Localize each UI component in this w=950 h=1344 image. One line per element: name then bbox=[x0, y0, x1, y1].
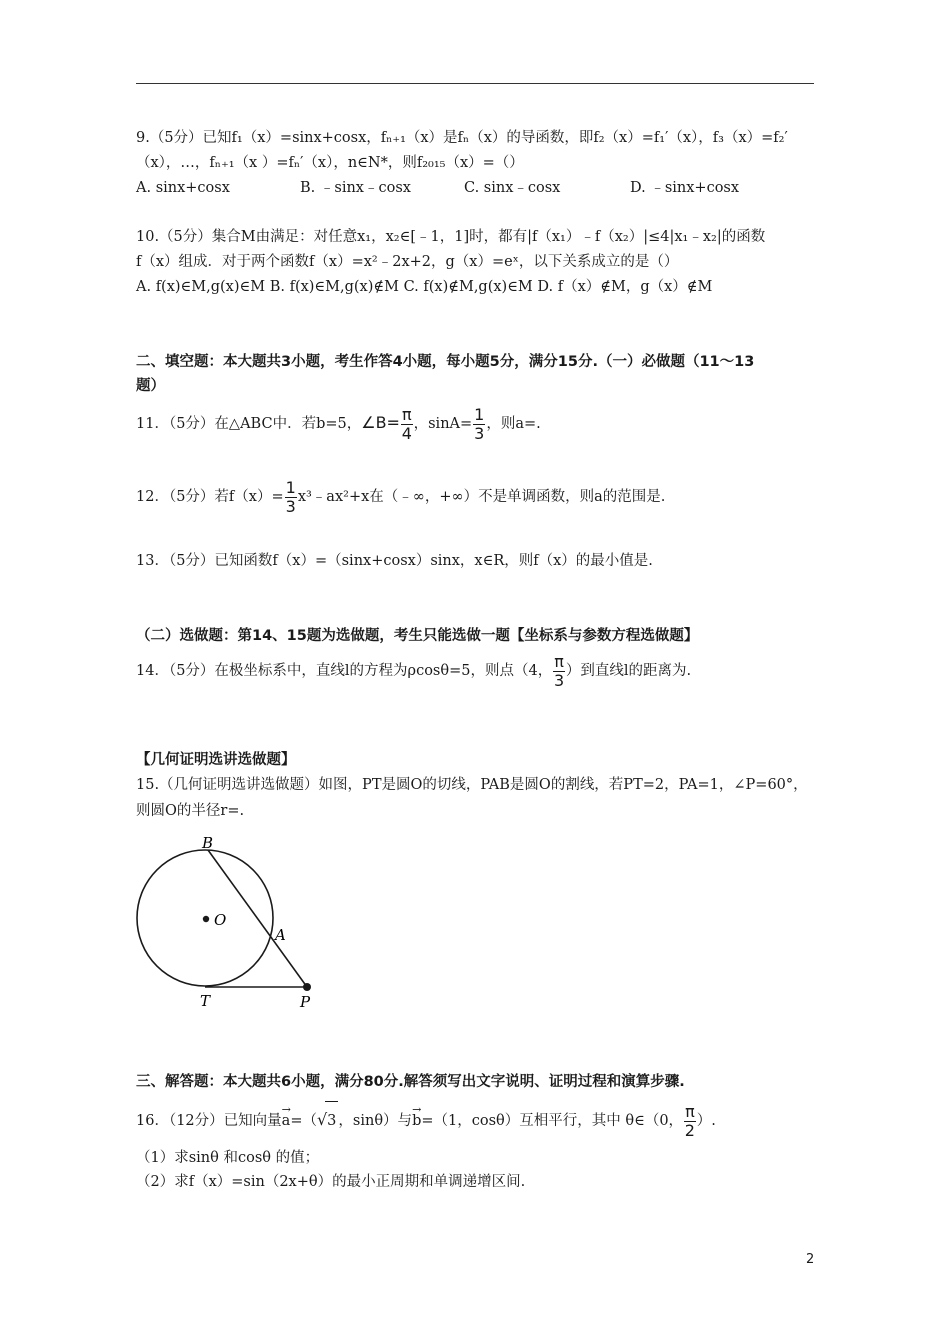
q16-suffix: ）. bbox=[696, 1113, 716, 1129]
header-rule bbox=[136, 83, 814, 84]
vector-b: → b bbox=[412, 1102, 421, 1140]
q9-choice-b: B. ﹣sinx﹣cosx bbox=[300, 180, 411, 196]
page-number: 2 bbox=[806, 1252, 815, 1267]
q11-fraction-pi-4: $\frac{\pi}{4}$ bbox=[401, 404, 412, 443]
q12-prefix: 12．（5分）若f（x）= bbox=[136, 489, 284, 505]
q16-mid2: =（1，cosθ）互相平行，其中 θ∈（0， bbox=[421, 1113, 684, 1129]
optional-section-heading: （二）选做题：第14、15题为选做题，考生只能选做一题【坐标系与参数方程选做题】 bbox=[136, 628, 699, 644]
q13: 13．（5分）已知函数f（x）=（sinx+cosx）sinx，x∈R，则f（x）的最小值是. bbox=[136, 553, 653, 569]
q11 bbox=[136, 404, 541, 443]
q14-suffix: ）到直线l的距离为. bbox=[565, 663, 692, 679]
label-t: T bbox=[200, 992, 211, 1010]
q11-prefix: 11．（5分）在△ABC中．若b=5， bbox=[136, 416, 362, 432]
q15-line2: 则圆O的半径r=. bbox=[136, 803, 245, 819]
section2-heading-line1: 二、填空题：本大题共3小题，考生作答4小题，每小题5分，满分15分.（一）必做题（11～13 bbox=[136, 354, 755, 370]
sqrt-sign: √ bbox=[316, 1110, 328, 1129]
q9-choice-c: C. sinx﹣cosx bbox=[464, 180, 561, 196]
q10-line1: 10.（5分）集合M由满足：对任意x₁，x₂∈[﹣1，1]时，都有|f（x₁）﹣f（x₂）|≤4|x₁﹣x₂|的函数 bbox=[136, 229, 766, 245]
circle-tangent-secant-diagram bbox=[130, 830, 330, 1015]
label-o: O bbox=[214, 911, 227, 929]
q14-fraction-pi-3: $\frac{\pi}{3}$ bbox=[553, 651, 565, 690]
q14 bbox=[136, 652, 691, 690]
q10-line2: f（x）组成．对于两个函数f（x）=x²﹣2x+2，g（x）=eˣ，以下关系成立的是（） bbox=[136, 254, 679, 270]
q15-line1: 15.（几何证明选讲选做题）如图，PT是圆O的切线，PAB是圆O的割线，若PT=2，PA=1，∠P=60°， bbox=[136, 777, 808, 793]
q14-prefix: 14．（5分）在极坐标系中，直线l的方程为ρcosθ=5，则点（4， bbox=[136, 663, 553, 679]
q16-statement bbox=[136, 1101, 716, 1140]
q16-prefix: 16．（12分）已知向量 bbox=[136, 1113, 282, 1129]
q11-suffix: ，则a=. bbox=[486, 416, 541, 432]
label-b: B bbox=[202, 834, 214, 852]
q16-part2: （2）求f（x）=sin（2x+θ）的最小正周期和单调递增区间. bbox=[136, 1174, 526, 1190]
q9-choice-d: D. ﹣sinx+cosx bbox=[630, 180, 740, 196]
vector-a: → a bbox=[282, 1102, 291, 1140]
q12-suffix: x³﹣ax²+x在（﹣∞，+∞）不是单调函数，则a的范围是. bbox=[297, 489, 666, 505]
q9-choices bbox=[136, 178, 739, 198]
q11-angle: ∠B= bbox=[361, 413, 400, 432]
label-a: A bbox=[275, 926, 286, 944]
q10-choices: A. f(x)∈M,g(x)∈M B. f(x)∈M,g(x)∉M C. f(x)∉M,g(x)∈M D. f（x）∉M，g（x）∉M bbox=[136, 279, 713, 295]
q11-fraction-1-3: $\frac{1}{3}$ bbox=[474, 404, 485, 443]
q9-choice-a: A. sinx+cosx bbox=[136, 180, 230, 196]
center-point-o bbox=[203, 916, 209, 922]
label-p: P bbox=[300, 993, 311, 1011]
q12-fraction-1-3: $\frac{1}{3}$ bbox=[285, 477, 296, 516]
q16-fraction-pi-2: $\frac{\pi}{2}$ bbox=[684, 1101, 695, 1140]
q9-line2: （x），…，fₙ₊₁（x ）=fₙ′（x），n∈N*，则f₂₀₁₅（x）=（） bbox=[136, 155, 524, 171]
sqrt-radicand: 3 bbox=[325, 1101, 338, 1140]
point-p bbox=[303, 983, 311, 991]
q16-mid1: ，sinθ）与 bbox=[338, 1113, 413, 1129]
section2-heading-line2: 题） bbox=[136, 378, 165, 394]
q11-mid: ，sinA= bbox=[413, 416, 473, 432]
q9-line1: 9.（5分）已知f₁（x）=sinx+cosx，fₙ₊₁（x）是fₙ（x）的导函数，即f₂（x）=f₁′（x），f₃（x）=f₂′ bbox=[136, 130, 788, 146]
geometry-section-heading: 【几何证明选讲选做题】 bbox=[136, 752, 296, 768]
q16-part1: （1）求sinθ 和cosθ 的值； bbox=[136, 1150, 320, 1166]
section3-heading: 三、解答题：本大题共6小题，满分80分.解答须写出文字说明、证明过程和演算步骤. bbox=[136, 1074, 685, 1090]
q12 bbox=[136, 478, 665, 516]
q16-eq1: =（ bbox=[290, 1113, 317, 1129]
